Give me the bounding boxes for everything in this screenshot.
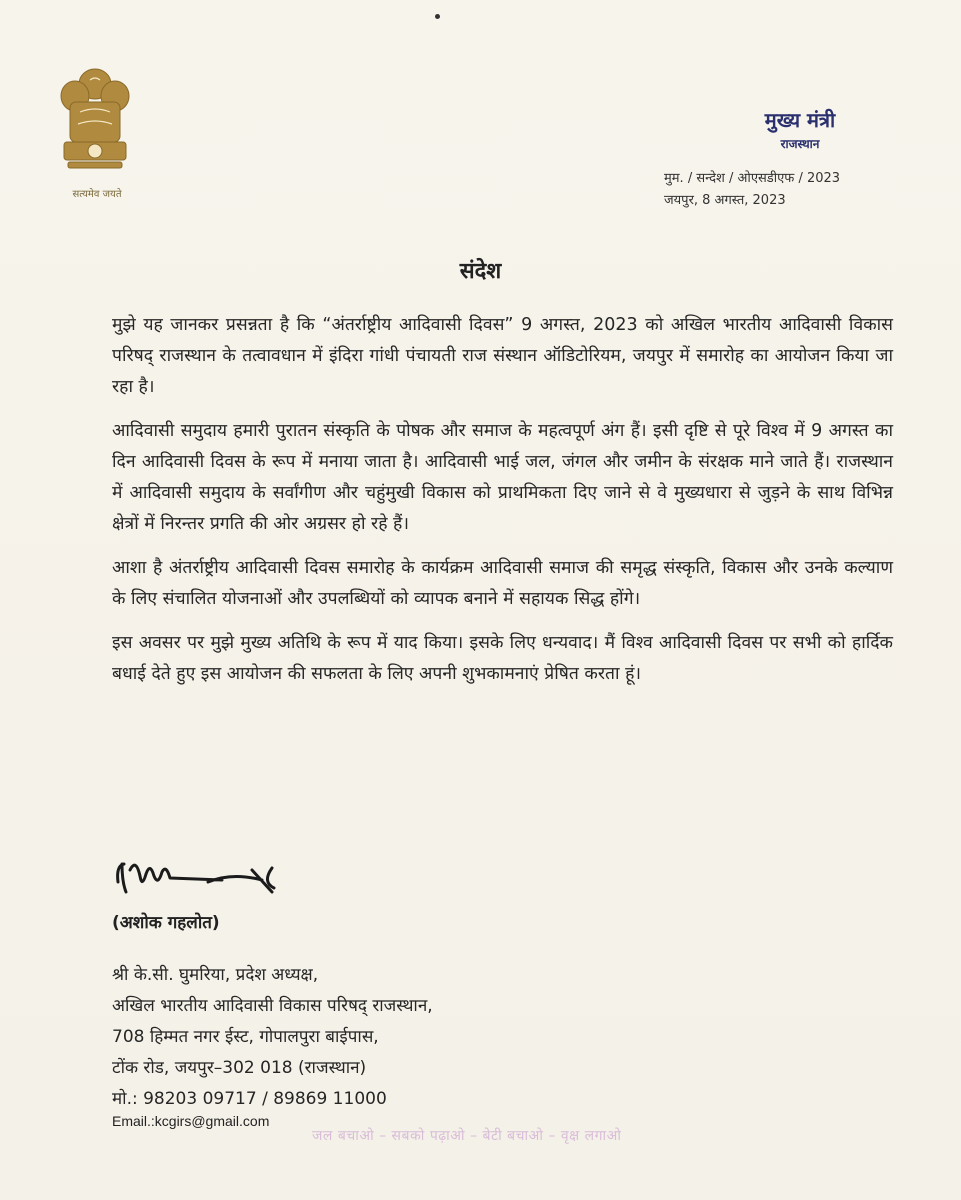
footer-slogan: जल बचाओ – सबको पढ़ाओ – बेटी बचाओ – वृक्ष लगाओ	[312, 1128, 622, 1144]
reference-number: मुम. / सन्देश / ओएसडीएफ / 2023	[664, 171, 841, 186]
recipient-address	[112, 960, 433, 1115]
letterhead-office	[720, 106, 880, 152]
paragraph-2: आदिवासी समुदाय हमारी पुरातन संस्कृति के पोषक और समाज के महत्वपूर्ण अंग हैं। इसी दृष्टि से पूरे विश्व में 9 अगस्त का दिन आदिवासी दिवस के रूप में मनाया जाता है। आदिवासी भाई जल, जंगल और जमीन के संरक्षक माने जाते हैं। राजस्थान में आदिवासी समुदाय के सर्वांगीण और चहुंमुखी विकास को प्राथमिकता दिए जाने से वे मुख्यधारा से जुड़ने के साथ विभिन्न क्षेत्रों में निरन्तर प्रगति की ओर अग्रसर हो रहे हैं।	[112, 421, 893, 534]
address-line-2: अखिल भारतीय आदिवासी विकास परिषद् राजस्थान,	[112, 996, 433, 1016]
signer-name: (अशोक गहलोत)	[112, 913, 220, 933]
scan-speck	[435, 14, 440, 19]
office-title: मुख्य मंत्री	[764, 108, 836, 132]
message-body	[112, 310, 893, 703]
place-date: जयपुर, 8 अगस्त, 2023	[664, 193, 786, 208]
address-line-3: 708 हिम्मत नगर ईस्ट, गोपालपुरा बाईपास,	[112, 1027, 379, 1047]
paragraph-3: आशा है अंतर्राष्ट्रीय आदिवासी दिवस समारोह के कार्यक्रम आदिवासी समाज की समृद्ध संस्कृति, विकास और उनके कल्याण के लिए संचालित योजनाओं और उपलब्धियों को व्यापक बनाने में सहायक सिद्ध होंगे।	[112, 558, 893, 609]
handwritten-signature	[112, 852, 302, 900]
message-heading: संदेश	[459, 259, 502, 284]
state-emblem-logo	[50, 62, 140, 202]
paragraph-1: मुझे यह जानकर प्रसन्नता है कि “अंतर्राष्ट्रीय आदिवासी दिवस” 9 अगस्त, 2023 को अखिल भारतीय आदिवासी विकास परिषद् राजस्थान के तत्वावधान में इंदिरा गांधी पंचायती राज संस्थान ऑडिटोरियम, जयपुर में समारोह का आयोजन किया जा रहा है।	[112, 315, 893, 397]
address-email: Email.:kcgirs@gmail.com	[112, 1113, 270, 1129]
emblem-motto: सत्यमेव जयते	[72, 189, 122, 200]
paragraph-4: इस अवसर पर मुझे मुख्य अतिथि के रूप में याद किया। इसके लिए धन्यवाद। मैं विश्व आदिवासी दिवस पर सभी को हार्दिक बधाई देते हुए इस आयोजन की सफलता के लिए अपनी शुभकामनाएं प्रेषित करता हूं।	[112, 633, 893, 684]
reference-block	[664, 168, 840, 212]
office-state: राजस्थान	[780, 137, 820, 151]
address-mobile: मो.: 98203 09717 / 89869 11000	[112, 1089, 387, 1109]
address-line-1: श्री के.सी. घुमरिया, प्रदेश अध्यक्ष,	[112, 965, 319, 985]
address-line-4: टोंक रोड, जयपुर–302 018 (राजस्थान)	[112, 1058, 367, 1078]
